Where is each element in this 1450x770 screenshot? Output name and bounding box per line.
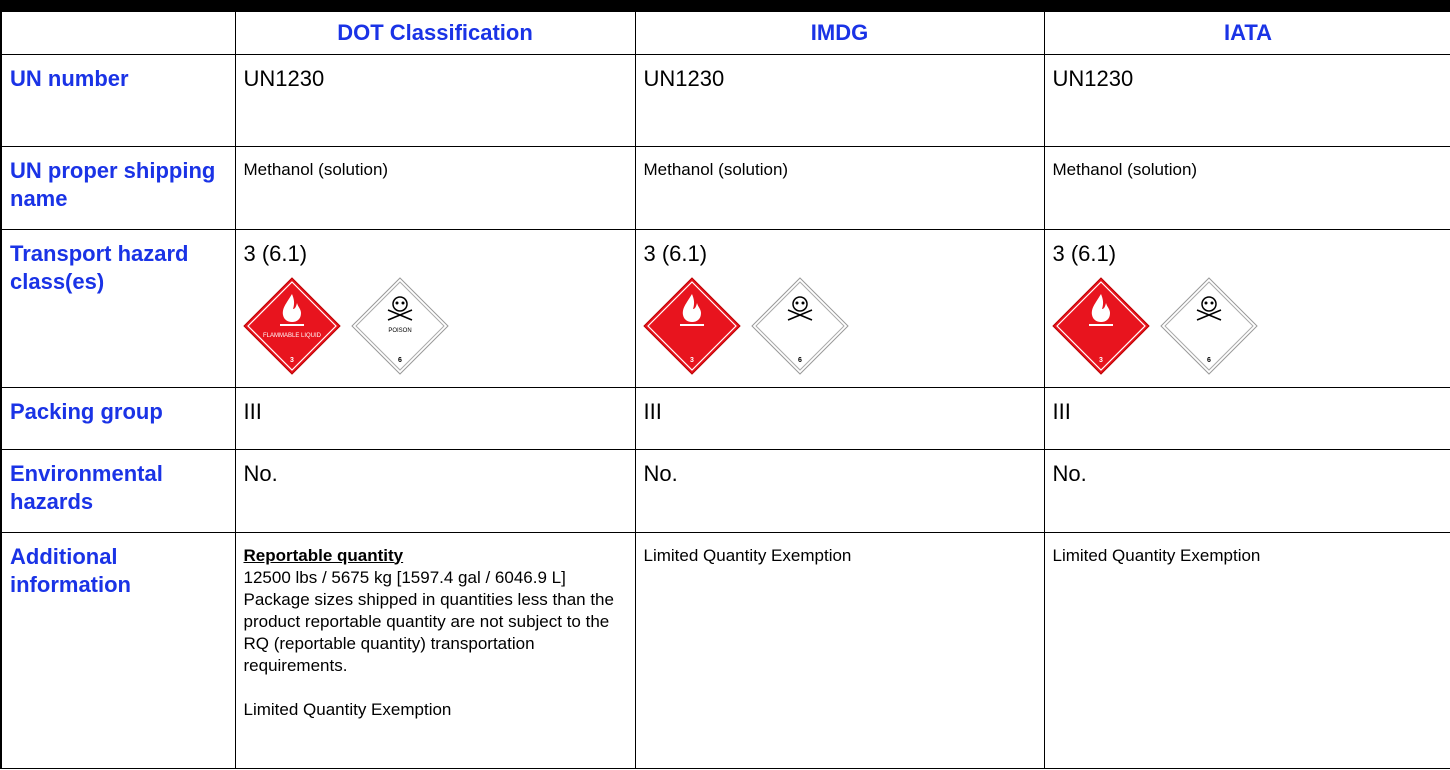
packing-group-iata: III [1044,387,1450,449]
poison-placard-icon [350,276,450,376]
row-label-un-number: UN number [1,54,235,146]
placard-number: 3 [289,356,294,364]
row-label-additional: Additional information [1,532,235,768]
corner-cell [1,12,235,54]
shipping-name-imdg: Methanol (solution) [635,146,1044,229]
header-row [1,12,1450,54]
table-row [1,54,1450,146]
environmental-dot: No. [235,449,635,532]
table-row [1,146,1450,229]
placard-number: 6 [1206,356,1211,364]
reportable-quantity-heading: Reportable quantity [243,545,404,565]
hazard-class-value: 3 (6.1) [643,240,708,266]
additional-iata: Limited Quantity Exemption [1044,532,1450,768]
limited-quantity-text: Limited Quantity Exemption [243,699,452,719]
shipping-name-dot: Methanol (solution) [235,146,635,229]
row-label-hazard-class: Transport hazard class(es) [1,229,235,387]
row-label-environmental: Environmental hazards [1,449,235,532]
additional-dot [235,532,635,768]
environmental-iata: No. [1044,449,1450,532]
hazard-class-dot [235,229,635,387]
top-rule [0,0,1450,12]
placard-group [642,276,1036,376]
hazard-class-iata [1044,229,1450,387]
placard-word: POISON [387,327,412,334]
row-label-shipping-name: UN proper shipping name [1,146,235,229]
flammable-liquid-placard-icon [642,276,742,376]
placard-number: 6 [397,356,402,364]
flammable-liquid-placard-icon [1051,276,1151,376]
placard-group [1051,276,1444,376]
un-number-iata: UN1230 [1044,54,1450,146]
placard-word: FLAMMABLE LIQUID [262,332,321,339]
placard-number: 3 [1098,356,1103,364]
table-row [1,229,1450,387]
col-header-iata: IATA [1044,12,1450,54]
un-number-dot: UN1230 [235,54,635,146]
poison-placard-icon [1159,276,1259,376]
additional-imdg: Limited Quantity Exemption [635,532,1044,768]
reportable-quantity-value: 12500 lbs / 5675 kg [1597.4 gal / 6046.9 L] [243,567,566,587]
reportable-quantity-note: Package sizes shipped in quantities less than the product reportable quantity are not subject to the RQ (reportable quantity) transportation requirements. [243,589,614,675]
placard-number: 3 [689,356,694,364]
environmental-imdg: No. [635,449,1044,532]
transport-info-table [0,12,1450,769]
placard-number: 6 [797,356,802,364]
flammable-liquid-placard-icon [242,276,342,376]
hazard-class-value: 3 (6.1) [243,240,308,266]
placard-group [242,276,627,376]
poison-placard-icon [750,276,850,376]
table-row [1,387,1450,449]
spacer [244,677,627,699]
hazard-class-value: 3 (6.1) [1052,240,1117,266]
table-row [1,449,1450,532]
shipping-name-iata: Methanol (solution) [1044,146,1450,229]
hazard-class-imdg [635,229,1044,387]
packing-group-dot: III [235,387,635,449]
un-number-imdg: UN1230 [635,54,1044,146]
packing-group-imdg: III [635,387,1044,449]
col-header-dot: DOT Classification [235,12,635,54]
col-header-imdg: IMDG [635,12,1044,54]
table-row [1,532,1450,768]
row-label-packing-group: Packing group [1,387,235,449]
